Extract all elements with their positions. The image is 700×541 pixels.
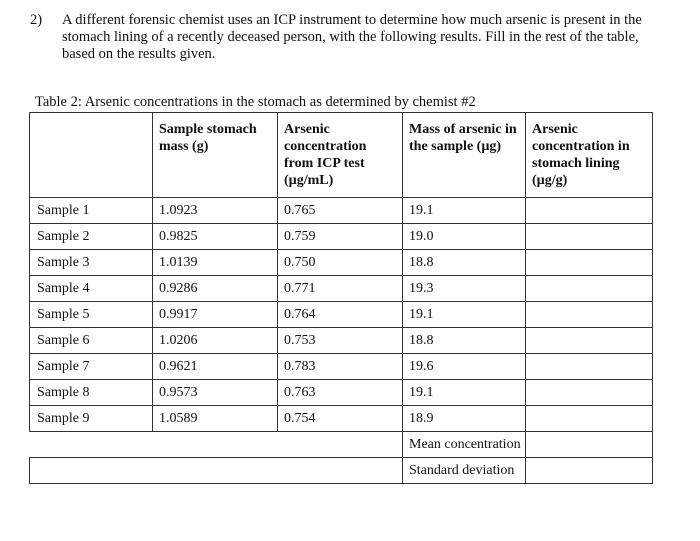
arsenic-mass-cell: 18.8: [403, 328, 526, 354]
header-cell-stomach-mass: Sample stomach mass (g): [153, 113, 278, 198]
stomach-concentration-cell[interactable]: [526, 250, 653, 276]
sample-label-cell: Sample 8: [30, 380, 153, 406]
table-row: [30, 328, 653, 354]
stomach-mass-cell: 0.9917: [153, 302, 278, 328]
stomach-concentration-cell[interactable]: [526, 198, 653, 224]
stdev-value-cell[interactable]: [526, 458, 653, 484]
icp-concentration-cell: 0.750: [278, 250, 403, 276]
stdev-label: Standard deviation: [403, 458, 526, 484]
table-row: [30, 302, 653, 328]
arsenic-mass-cell: 18.8: [403, 250, 526, 276]
table-body: [30, 198, 653, 484]
arsenic-mass-cell: 19.1: [403, 302, 526, 328]
mean-row: [30, 432, 653, 458]
table-row: [30, 406, 653, 432]
stomach-mass-cell: 0.9825: [153, 224, 278, 250]
sample-label-cell: Sample 5: [30, 302, 153, 328]
icp-concentration-cell: 0.765: [278, 198, 403, 224]
icp-concentration-cell: 0.754: [278, 406, 403, 432]
table-row: [30, 198, 653, 224]
icp-concentration-cell: 0.783: [278, 354, 403, 380]
stomach-concentration-cell[interactable]: [526, 276, 653, 302]
arsenic-mass-cell: 19.0: [403, 224, 526, 250]
arsenic-mass-cell: 19.3: [403, 276, 526, 302]
sample-label-cell: Sample 7: [30, 354, 153, 380]
arsenic-mass-cell: 19.1: [403, 198, 526, 224]
table-caption: Table 2: Arsenic concentrations in the stomach as determined by chemist #2: [35, 94, 476, 110]
table-row: [30, 354, 653, 380]
question-number: 2): [30, 12, 43, 28]
stomach-concentration-cell[interactable]: [526, 354, 653, 380]
stomach-mass-cell: 0.9573: [153, 380, 278, 406]
header-row: [30, 113, 653, 198]
stomach-mass-cell: 0.9286: [153, 276, 278, 302]
sample-label-cell: Sample 6: [30, 328, 153, 354]
stdev-row: [30, 458, 653, 484]
stomach-concentration-cell[interactable]: [526, 328, 653, 354]
question: [30, 12, 670, 63]
arsenic-mass-cell: 19.1: [403, 380, 526, 406]
header-cell-arsenic-mass: Mass of arsenic in the sample (µg): [403, 113, 526, 198]
stomach-concentration-cell[interactable]: [526, 302, 653, 328]
stomach-mass-cell: 1.0139: [153, 250, 278, 276]
table-row: [30, 224, 653, 250]
stdev-blank: [30, 458, 403, 484]
stomach-concentration-cell[interactable]: [526, 406, 653, 432]
table-row: [30, 380, 653, 406]
table-row: [30, 276, 653, 302]
stomach-mass-cell: 1.0923: [153, 198, 278, 224]
question-text: A different forensic chemist uses an ICP instrument to determine how much arsenic is present in the stomach lining of a recently deceased person, with the following results. Fill in the rest of the table, based on the results given.: [62, 12, 642, 62]
sample-label-cell: Sample 9: [30, 406, 153, 432]
header-cell-icp-concentration: Arsenic concentration from ICP test (µg/mL): [278, 113, 403, 198]
stomach-concentration-cell[interactable]: [526, 380, 653, 406]
header-cell-sample: [30, 113, 153, 198]
icp-concentration-cell: 0.771: [278, 276, 403, 302]
icp-concentration-cell: 0.753: [278, 328, 403, 354]
sample-label-cell: Sample 2: [30, 224, 153, 250]
sample-label-cell: Sample 3: [30, 250, 153, 276]
stomach-mass-cell: 0.9621: [153, 354, 278, 380]
sample-label-cell: Sample 4: [30, 276, 153, 302]
arsenic-mass-cell: 18.9: [403, 406, 526, 432]
icp-concentration-cell: 0.759: [278, 224, 403, 250]
icp-concentration-cell: 0.764: [278, 302, 403, 328]
stomach-mass-cell: 1.0589: [153, 406, 278, 432]
stomach-mass-cell: 1.0206: [153, 328, 278, 354]
stomach-concentration-cell[interactable]: [526, 224, 653, 250]
arsenic-table: [29, 112, 653, 484]
table-row: [30, 250, 653, 276]
icp-concentration-cell: 0.763: [278, 380, 403, 406]
mean-value-cell[interactable]: [526, 432, 653, 458]
header-cell-stomach-concentration: Arsenic concentration in stomach lining (µg/g): [526, 113, 653, 198]
arsenic-mass-cell: 19.6: [403, 354, 526, 380]
sample-label-cell: Sample 1: [30, 198, 153, 224]
mean-label: Mean concentration: [403, 432, 526, 458]
mean-blank: [30, 432, 403, 458]
